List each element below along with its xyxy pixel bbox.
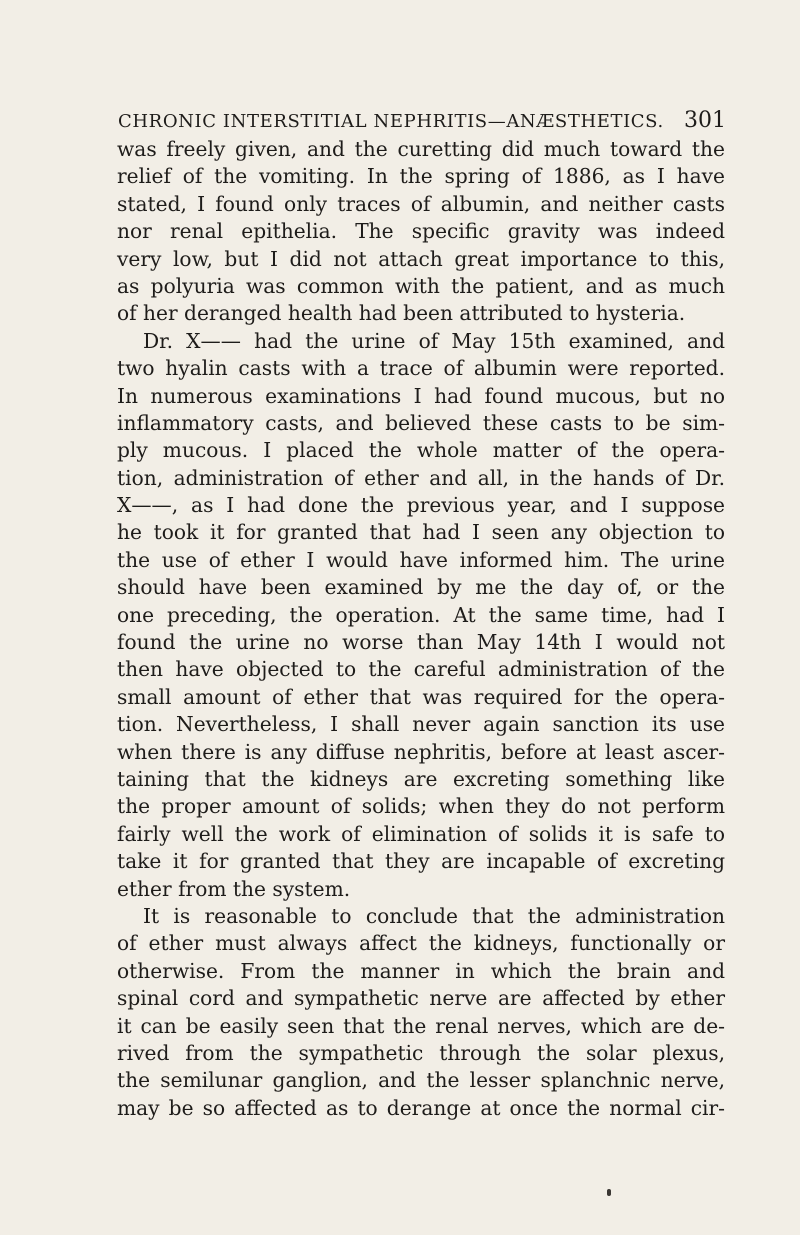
page-number: 301 [684,108,726,133]
text-line: was freely given, and the curetting did much toward the [117,137,725,161]
text-line: otherwise. From the manner in which the brain and [117,958,725,983]
text-line: should have been examined by me the day of, or the [117,575,725,600]
text-line: it can be easily seen that the renal nerves, which are de- [117,1013,725,1038]
text-line: the proper amount of solids; when they do not perform [117,794,725,819]
ink-speck [607,1189,611,1196]
text-line: It is reasonable to conclude that the administration [143,903,725,928]
text-line: take it for granted that they are incapable of excreting [117,849,725,874]
text-line: In numerous examinations I had found mucous, but no [117,383,725,408]
text-line: inflammatory casts, and believed these casts to be sim- [117,410,725,435]
text-line: relief of the vomiting. In the spring of 1886, as I have [117,164,725,189]
text-line: two hyalin casts with a trace of albumin were reported. [117,356,725,381]
text-line: spinal cord and sympathetic nerve are affected by ether [117,986,725,1011]
text-line: rived from the sympathetic through the solar plexus, [117,1040,725,1065]
text-line: the semilunar ganglion, and the lesser splanchnic nerve, [117,1068,725,1093]
text-line: ether from the system. [117,876,351,901]
text-line: tion, administration of ether and all, in the hands of Dr. [117,465,725,490]
text-line: may be so affected as to derange at once the normal cir- [117,1095,725,1120]
text-line: then have objected to the careful administration of the [117,657,725,682]
text-line: fairly well the work of elimination of solids it is safe to [117,821,725,846]
body-text [117,136,725,1122]
text-line: taining that the kidneys are excreting something like [117,766,725,791]
text-line: nor renal epithelia. The specific gravity was indeed [117,219,725,244]
running-title: CHRONIC INTERSTITIAL NEPHRITIS—ANÆSTHETICS. [118,111,664,132]
text-line: Dr. X—— had the urine of May 15th examined, and [143,328,725,353]
text-line: found the urine no worse than May 14th I would not [117,630,725,655]
text-line: the use of ether I would have informed him. The urine [117,547,725,572]
text-line: tion. Nevertheless, I shall never again sanction its use [117,712,725,737]
text-line: he took it for granted that had I seen any objection to [117,520,725,545]
text-line: very low, but I did not attach great importance to this, [117,246,725,271]
text-line: as polyuria was common with the patient, and as much [117,273,725,298]
text-line: one preceding, the operation. At the same time, had I [117,602,725,627]
running-header [118,108,726,133]
text-line: ply mucous. I placed the whole matter of the opera- [117,438,725,463]
text-line: of ether must always affect the kidneys, functionally or [117,931,725,956]
text-line: X——, as I had done the previous year, and I suppose [117,493,725,518]
text-line: stated, I found only traces of albumin, and neither casts [117,191,725,216]
text-line: of her deranged health had been attributed to hysteria. [117,301,686,326]
text-line: small amount of ether that was required for the opera- [117,684,725,709]
text-line: when there is any diffuse nephritis, before at least ascer- [117,739,725,764]
